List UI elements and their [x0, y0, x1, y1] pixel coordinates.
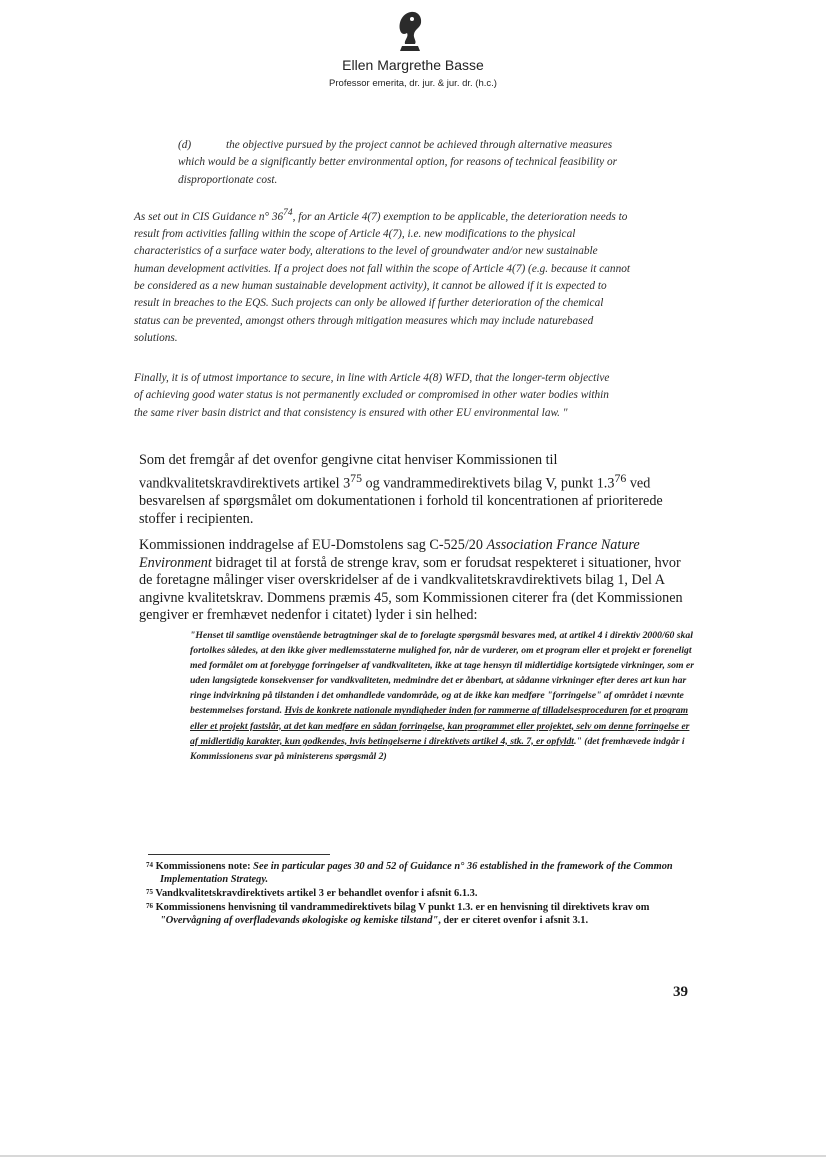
footnote-ref-75[interactable]: 75 [350, 470, 362, 485]
footnote-74-italic: See in particular pages 30 and 52 of Guidance n° 36 established in the framework of the Common Implementation Strategy. [160, 861, 673, 886]
footnote-74-lead: Kommissionens note: [153, 861, 254, 872]
scan-edge-line [0, 1155, 826, 1157]
footnote-number: 76 [146, 902, 153, 910]
para1-text-a: Som det fremgår af det ovenfor gengivne citat henviser Kommissionen til vandkvalitetskravdirektivets artikel 3 [139, 452, 558, 492]
blockquote-underlined: Hvis de konkrete nationale myndigheder inden for rammerne af tilladelsesproceduren for et program eller et projekt fastslår, at det kan medføre en sådan forringelse, kan programmet eller projektet, selv om denne forringelse er af midlertidig karakter, kun godkendes, hvis betingelserne i direktivets artikel 4, stk. 7, er opfyldt [190, 705, 690, 747]
chess-knight-logo-icon [394, 10, 424, 54]
quote-item-label: (d) [178, 139, 192, 151]
footnote-ref-76[interactable]: 76 [614, 470, 627, 485]
quote-item-d [178, 137, 626, 189]
quote-cis-guidance [134, 205, 630, 347]
footnote-75-text: Vandkvalitetskravdirektivets artikel 3 er behandlet ovenfor i afsnit 6.1.3. [153, 888, 478, 899]
quote-cis-pre: As set out in CIS Guidance n° 36 [134, 210, 284, 223]
footnote-76 [146, 901, 691, 927]
footnote-76-text-a: Kommissionens henvisning til vandrammedirektivets bilag V punkt 1.3. er en henvisning til direktivets krav om [153, 902, 650, 913]
footnote-76-italic: "Overvågning af overfladevands økologiske og kemiske tilstand" [160, 915, 439, 927]
footnote-74 [146, 860, 691, 886]
blockquote-note: (det fremhævede indgår i Kommissionens svar på ministerens spørgsmål 2) [190, 735, 685, 762]
footnote-ref-74[interactable]: 74 [283, 208, 293, 218]
para2-text-b: bidraget til at forstå de strenge krav, som er forudsat respekteret i situationer, hvor de foretagne målinger viser overskridelser af de i vandkvalitetskravdirektivets bilag 1, Del A angivne kvalitetskrav. Dommens præmis 45, som Kommissionen citerer fra (det Kommissionen gengiver er fremhævet nedenfor i citatet) lyder i sin helhed: [139, 554, 683, 624]
blockquote-plain: "Henset til samtlige ovenstående betragtninger skal de to forelagte spørgsmål besvares med, at artikel 4 i direktiv 2000/60 skal fortolkes således, at den ikke giver medlemsstaterne mulighed for, når de vurderer, om et program eller et projekt er foreneligt med formålet om at forebygge forringelser af vandkvaliteten, ikke at tage hensyn til midlertidige kortsigtede virkninger, som er uden langsigtede konsekvenser for vandkvaliteten, medmindre det er åbenbart, at sådanne virkninger efter deres art kun har ringe indvirkning på tilstanden i det omhandlede vandområde, og at de ikke kan medføre "forringelse" af området i nævnte bestemmelses forstand. [190, 630, 694, 717]
page-number: 39 [673, 984, 688, 1000]
author-name: Ellen Margrethe Basse [342, 57, 484, 73]
body-paragraph-1 [139, 452, 684, 528]
footnote-divider [148, 854, 330, 855]
para1-text-c: ved besvarelsen af spørgsmålet om dokumentationen i forhold til koncentrationen af prioriterede stoffer i recipienten. [139, 475, 663, 527]
para1-text-b: og vandrammedirektivets bilag V, punkt 1.3 [362, 475, 615, 492]
case-name: Association France Nature Environment [139, 537, 640, 571]
footnote-number: 74 [146, 861, 153, 869]
footnote-75 [146, 887, 691, 900]
quote-final-paragraph: Finally, it is of utmost importance to secure, in line with Article 4(8) WFD, that the longer-term objective of achieving good water status is not permanently excluded or compromised in other water bodies within the same river basin district and that consistency is ensured with other EU environmental law. " [134, 372, 610, 419]
body-paragraph-2 [139, 537, 689, 625]
para2-text-a: Kommissionen inddragelse af EU-Domstolens sag C-525/20 [139, 537, 487, 553]
footnote-76-text-b: , der er citeret ovenfor i afsnit 3.1. [438, 915, 589, 927]
footnote-number: 75 [146, 888, 153, 896]
quote-cis-post: , for an Article 4(7) exemption to be applicable, the deterioration needs to result from activities falling within the scope of Article 4(7), i.e. new modifications to the physical characteristics of a surface water body, alterations to the level of groundwater and/or new sustainable human development activities. If a project does not fall within the scope of Article 4(7) (e.g. because it cannot be considered as a new human sustainable development activity), it cannot be allowed if it is expected to result in breaches to the EQS. Such projects can only be allowed if further deterioration of the chemical status can be prevented, amongst others through mitigation measures which may include naturebased solutions. [134, 210, 631, 344]
blockquote-closing: ." [574, 735, 582, 747]
author-affiliation: Professor emerita, dr. jur. & jur. dr. (h.c.) [329, 78, 497, 89]
judgment-blockquote [190, 628, 695, 764]
quote-item-text: the objective pursued by the project cannot be achieved through alternative measures which would be a significantly better environmental option, for reasons of technical feasibility or disproportionate cost. [178, 139, 618, 186]
